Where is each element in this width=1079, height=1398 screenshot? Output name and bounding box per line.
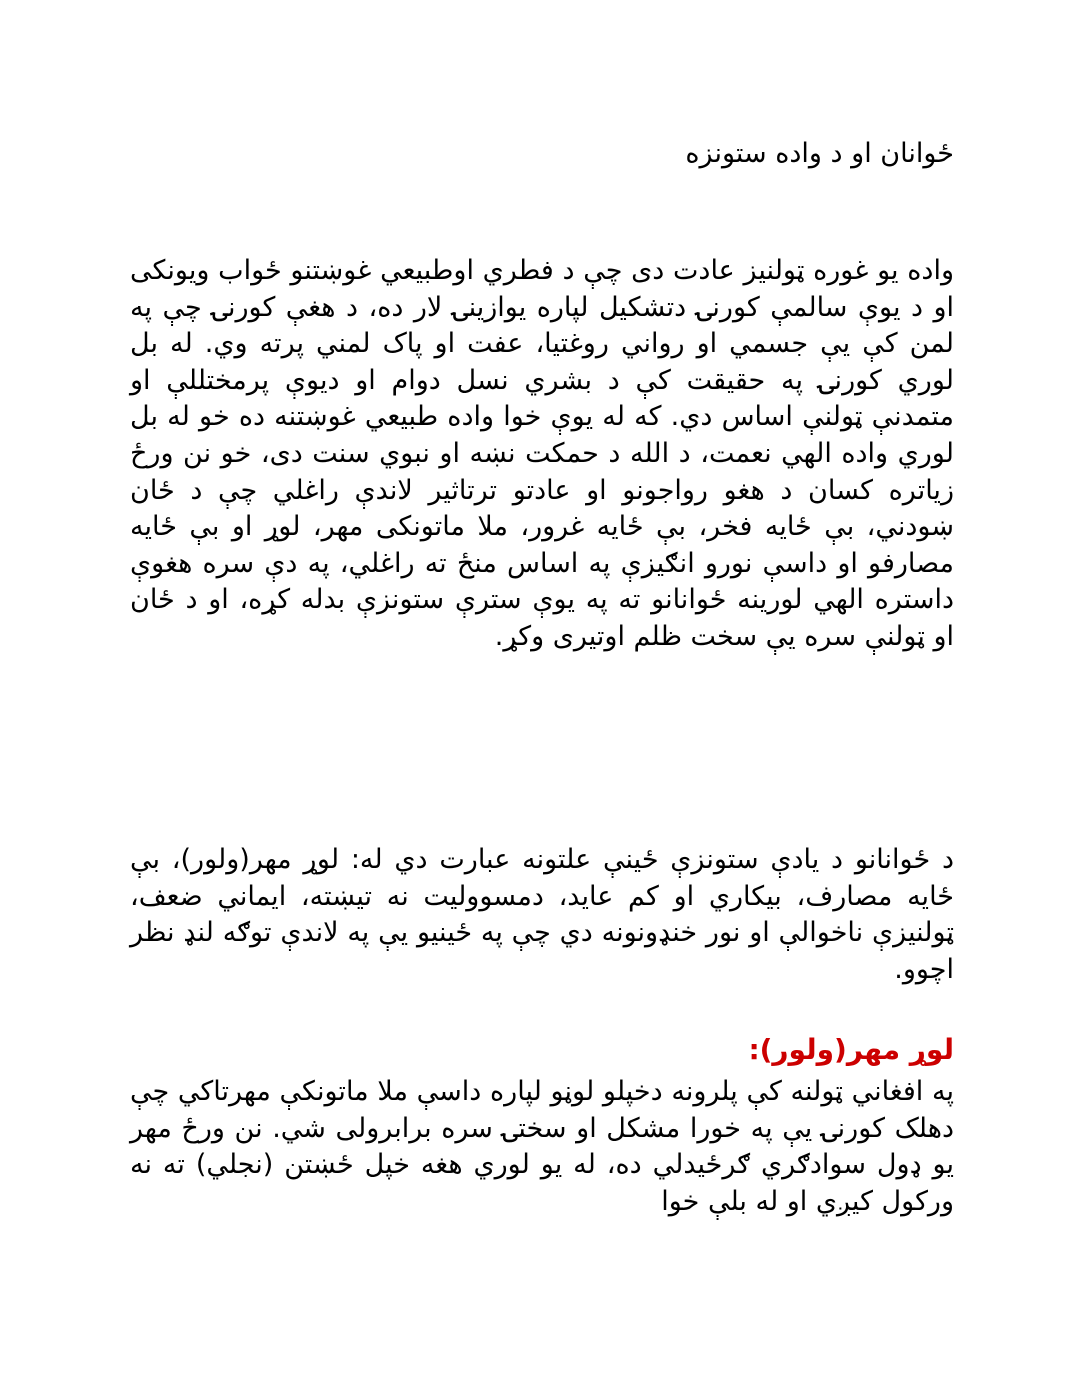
document-title: ځوانان او د واده ستونزه xyxy=(685,138,954,169)
paragraph-intro: واده یو غوره ټولنیز عادت دی چې د فطري اوطبیعي غوښتنو ځواب ویونکی او د یوې سالمې کورنۍ دتشکیل لپاره یوازینۍ لار ده، د هغې کورنۍ چې په لمن کې یې جسمي او رواني روغتیا، عفت او پاک لمني پرته وي. له بل لوري کورنۍ په حقیقت کې د بشري نسل دوام او دیوې پرمختللې او متمدنې ټولنې اساس دي. که له یوې خوا واده طبیعي غوښتنه ده خو له بل لوري واده الهي نعمت، د الله د حمکت نښه او نبوي سنت دی، خو نن ورځ زیاتره کسان د هغو رواجونو او عادتو ترتاثیر لاندې راغلي چې د ځان ښودني، بې ځایه فخر، بې ځایه غرور، ملا ماتونکی مهر، لوړ او بې ځایه مصارفو او داسې نورو انګیزې په اساس منځ ته راغلي، په دې سره هغوې داستره الهي لورینه ځوانانو ته په یوې سترې ستونزې بدله کړه، او د ځان او ټولنې سره یې سخت ظلم اوتیری وکړ. xyxy=(130,255,954,652)
paragraph-high-dowry: په افغاني ټولنه کې پلرونه دخپلو لوڼو لپاره داسې ملا ماتونکې مهرتاکي چې دهلک کورنۍ یې په خورا مشکل او سختۍ سره برابرولی شي. نن ورځ مهر یو ډول سوادګري ګرځیدلي ده، له یو لوري هغه خپل ځښتن (نجلي) ته نه ورکول کیږي او له بلې خوا xyxy=(130,1076,954,1217)
section-heading-high-dowry: لوړ مهر(ولور): xyxy=(748,1033,954,1066)
document-page xyxy=(130,0,954,1398)
paragraph-causes: د ځوانانو د یادې ستونزې ځینې علتونه عبارت دي له: لوړ مهر(ولور)، بې ځایه مصارف، بیکاري او کم عاید، دمسوولیت نه تیښته، ایماني ضعف، ټولنیزې ناخوالې او نور خنډونونه دي چې په ځینیو یې په لاندې توګه لنډ نظر اچوو. xyxy=(130,844,954,985)
